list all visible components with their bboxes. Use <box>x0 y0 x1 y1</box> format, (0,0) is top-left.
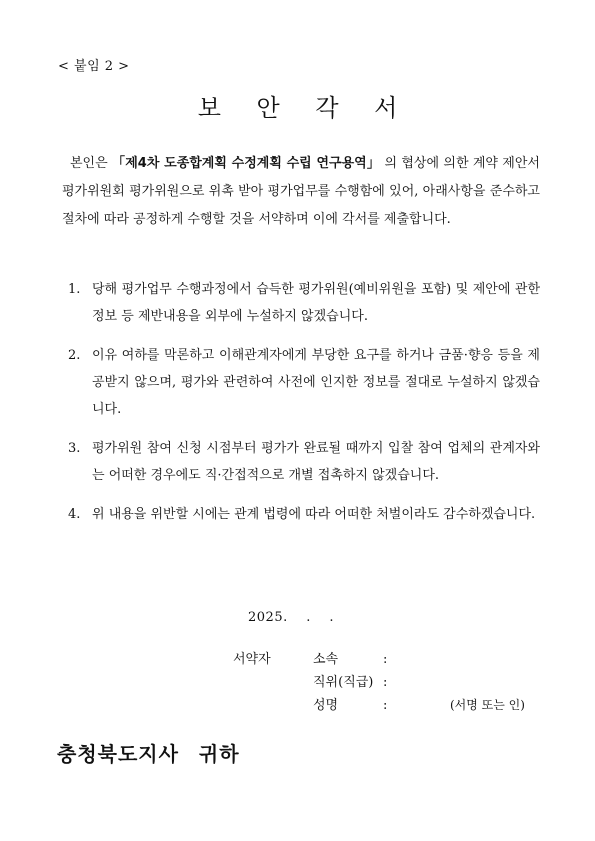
project-name: 제4차 도종합계획 수정계획 수립 연구용역 <box>125 156 367 171</box>
quote-close: 」 <box>366 156 381 171</box>
name-colon: : <box>383 698 388 713</box>
position-label: 직위(직급) <box>313 675 374 690</box>
pledge-number: 3. <box>68 441 81 456</box>
pledge-item <box>62 342 540 423</box>
signature-row-position <box>233 671 543 694</box>
affiliation-label: 소속 <box>313 652 339 667</box>
signature-block <box>233 648 543 717</box>
pledge-number: 1. <box>68 282 81 297</box>
document-title: 보 안 각 서 <box>197 94 412 122</box>
date-line: 2025. . . <box>248 610 335 625</box>
sign-or-seal-note: (서명 또는 인) <box>450 698 525 712</box>
pledge-item <box>62 435 540 489</box>
pledge-item <box>62 501 540 528</box>
recipient-honorific: 귀하 <box>198 742 240 766</box>
recipient <box>57 738 240 767</box>
pledge-number: 4. <box>68 507 81 522</box>
pledge-item <box>62 276 540 330</box>
recipient-org: 충청북도지사 <box>57 742 179 766</box>
intro-prefix: 본인은 <box>70 156 113 171</box>
pledge-text: 당해 평가업무 수행과정에서 습득한 평가위원(예비위원을 포함) 및 제안에 관한 정보 등 제반내용을 외부에 누설하지 않겠습니다. <box>92 282 540 324</box>
pledge-text: 평가위원 참여 신청 시점부터 평가가 완료될 때까지 입찰 참여 업체의 관계자와는 어떠한 경우에도 직·간접적으로 개별 접촉하지 않겠습니다. <box>92 441 540 483</box>
signature-row-name <box>233 694 543 717</box>
name-label: 성명 <box>313 698 339 713</box>
pledge-number: 2. <box>68 348 81 363</box>
pledge-text: 이유 여하를 막론하고 이해관계자에게 부당한 요구를 하거나 금품·향응 등을 제공받지 않으며, 평가와 관련하여 사전에 인지한 정보를 절대로 누설하지 않겠습니다. <box>92 348 540 417</box>
pledge-text: 위 내용을 위반할 시에는 관계 법령에 따라 어떠한 처벌이라도 감수하겠습니다. <box>92 507 536 522</box>
position-colon: : <box>383 675 388 690</box>
pledge-list <box>62 276 540 540</box>
intro-paragraph <box>62 150 540 234</box>
signature-row-affiliation <box>233 648 543 671</box>
attachment-label: < 붙임 2 > <box>58 59 130 74</box>
intro-body: 의 협상에 의한 계약 제안서 평가위원회 평가위원으로 위촉 받아 평가업무를 수행함에 있어, 아래사항을 준수하고 절차에 따라 공정하게 수행할 것을 서약하며 이에 각서를 제출합니다. <box>62 156 540 227</box>
pledger-label: 서약자 <box>233 652 271 667</box>
affiliation-colon: : <box>383 652 388 667</box>
quote-open: 「 <box>112 156 126 171</box>
